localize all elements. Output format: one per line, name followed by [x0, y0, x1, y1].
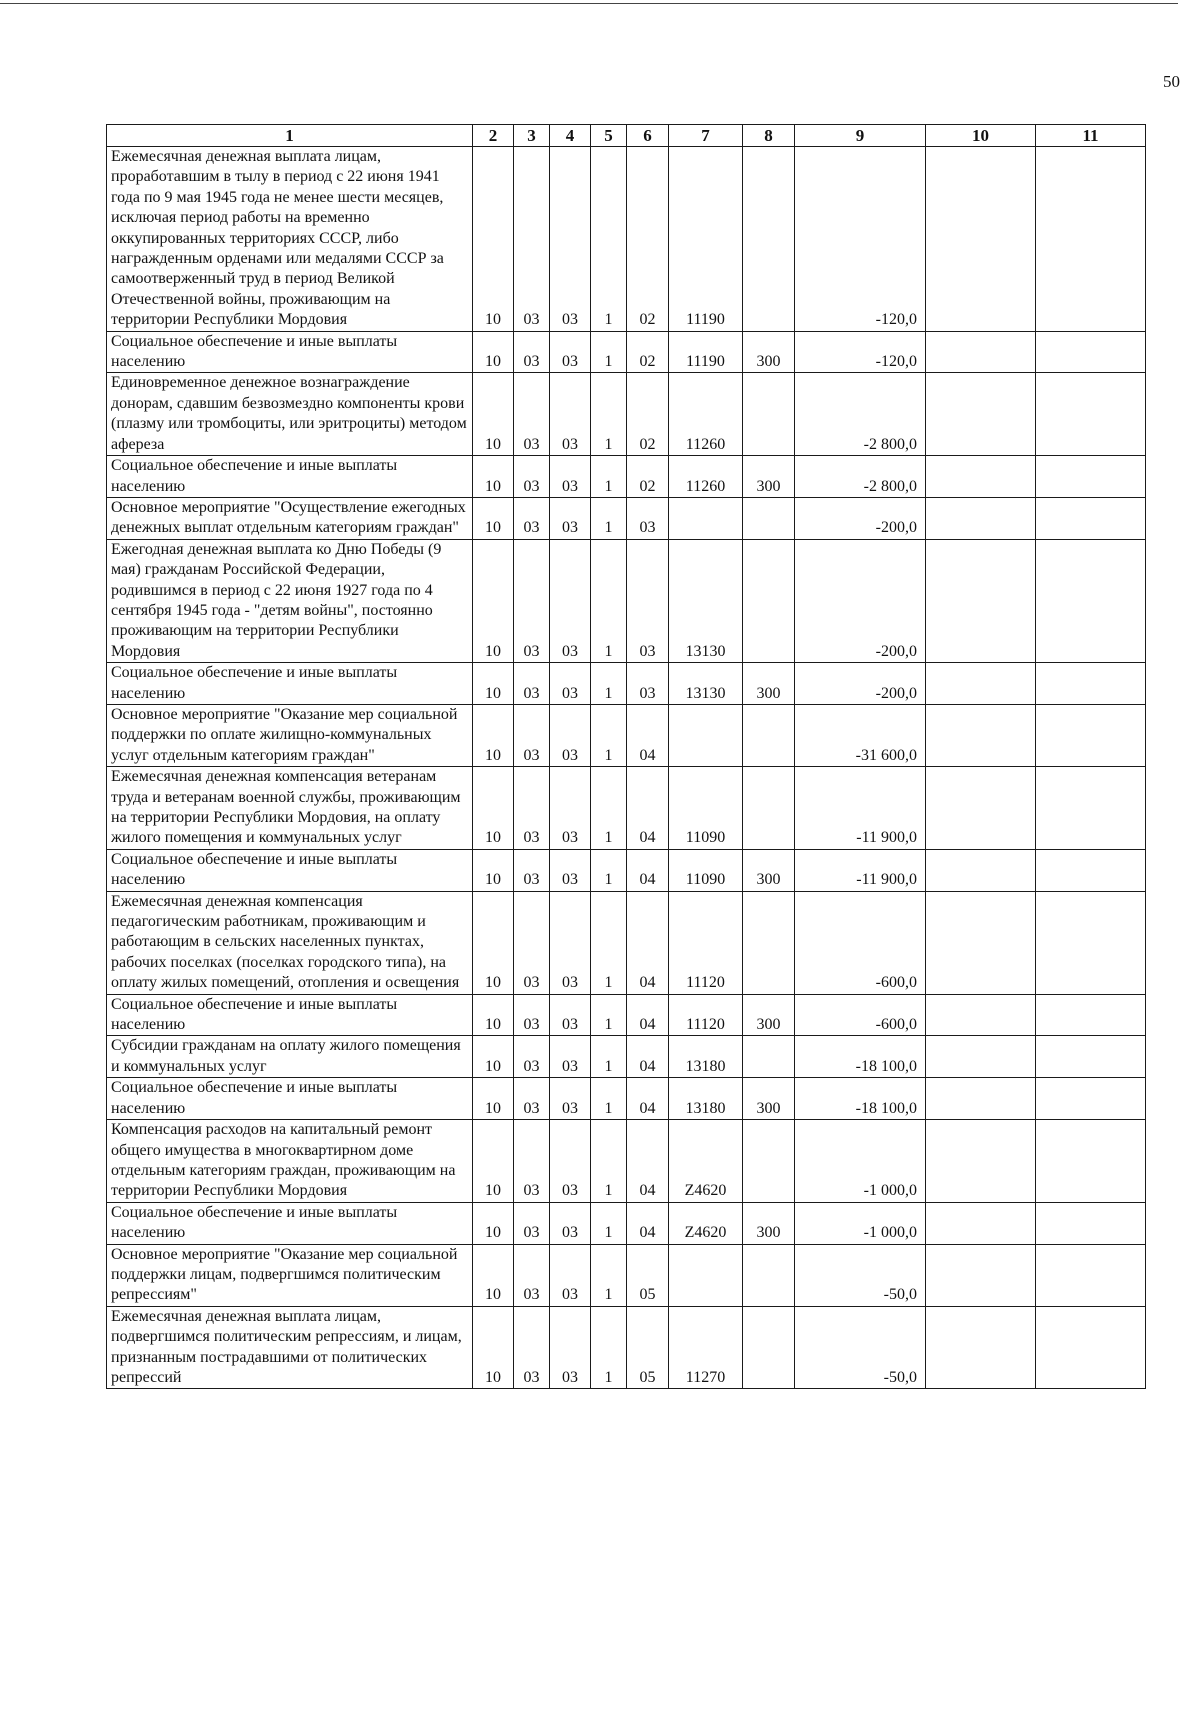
- subsection-cell: 03: [514, 1244, 550, 1306]
- expense-type-cell: 300: [743, 849, 795, 891]
- section-cell: 10: [473, 1120, 514, 1203]
- table-row: [107, 497, 1146, 539]
- row-name-cell: Основное мероприятие "Оказание мер социальной поддержки по оплате жилищно-коммунальных услуг отдельным категориям граждан": [107, 704, 473, 766]
- activity-cell: 04: [627, 1202, 669, 1244]
- subprogram-cell: 1: [591, 539, 627, 662]
- program-cell: 03: [550, 497, 591, 539]
- program-cell: 03: [550, 539, 591, 662]
- target-code-cell: 13130: [669, 663, 743, 705]
- table-row: [107, 1036, 1146, 1078]
- row-name-cell: Социальное обеспечение и иные выплаты населению: [107, 1202, 473, 1244]
- column-11-cell: [1036, 1306, 1146, 1389]
- column-11-cell: [1036, 1120, 1146, 1203]
- column-10-cell: [926, 704, 1036, 766]
- section-cell: 10: [473, 539, 514, 662]
- subprogram-cell: 1: [591, 497, 627, 539]
- row-name-cell: Социальное обеспечение и иные выплаты населению: [107, 849, 473, 891]
- column-10-cell: [926, 663, 1036, 705]
- subprogram-cell: 1: [591, 994, 627, 1036]
- section-cell: 10: [473, 1306, 514, 1389]
- subsection-cell: 03: [514, 373, 550, 456]
- row-name-cell: Ежемесячная денежная компенсация ветеранам труда и ветеранам военной службы, проживающим на территории Республики Мордовия, на оплату жилого помещения и коммунальных услуг: [107, 767, 473, 850]
- target-code-cell: [669, 497, 743, 539]
- target-code-cell: Z4620: [669, 1202, 743, 1244]
- table-row: [107, 331, 1146, 373]
- section-cell: 10: [473, 704, 514, 766]
- column-11-cell: [1036, 147, 1146, 332]
- expense-type-cell: [743, 147, 795, 332]
- subprogram-cell: 1: [591, 1306, 627, 1389]
- table-row: [107, 1120, 1146, 1203]
- amount-cell: -1 000,0: [795, 1120, 926, 1203]
- target-code-cell: 11270: [669, 1306, 743, 1389]
- expense-type-cell: [743, 1036, 795, 1078]
- activity-cell: 04: [627, 704, 669, 766]
- amount-cell: -1 000,0: [795, 1202, 926, 1244]
- activity-cell: 03: [627, 663, 669, 705]
- table-row: [107, 1244, 1146, 1306]
- expense-type-cell: 300: [743, 994, 795, 1036]
- subsection-cell: 03: [514, 1036, 550, 1078]
- target-code-cell: Z4620: [669, 1120, 743, 1203]
- subsection-cell: 03: [514, 704, 550, 766]
- target-code-cell: 11190: [669, 331, 743, 373]
- subprogram-cell: 1: [591, 849, 627, 891]
- table-row: [107, 994, 1146, 1036]
- subsection-cell: 03: [514, 1306, 550, 1389]
- column-10-cell: [926, 1078, 1036, 1120]
- column-11-cell: [1036, 539, 1146, 662]
- row-name-cell: Ежемесячная денежная компенсация педагогическим работникам, проживающим и работающим в сельских населенных пунктах, рабочих поселках (поселках городского типа), на оплату жилых помещений, отопления и освещения: [107, 891, 473, 994]
- subprogram-cell: 1: [591, 767, 627, 850]
- table-row: [107, 663, 1146, 705]
- row-name-cell: Единовременное денежное вознаграждение донорам, сдавшим безвозмездно компоненты крови (плазму или тромбоциты, или эритроциты) методом афереза: [107, 373, 473, 456]
- column-11-cell: [1036, 456, 1146, 498]
- target-code-cell: 11120: [669, 891, 743, 994]
- column-10-cell: [926, 994, 1036, 1036]
- scan-edge-line: [0, 3, 1178, 4]
- target-code-cell: 13180: [669, 1078, 743, 1120]
- table-row: [107, 849, 1146, 891]
- expense-type-cell: [743, 891, 795, 994]
- row-name-cell: Социальное обеспечение и иные выплаты населению: [107, 331, 473, 373]
- program-cell: 03: [550, 456, 591, 498]
- target-code-cell: 11120: [669, 994, 743, 1036]
- row-name-cell: Социальное обеспечение и иные выплаты населению: [107, 456, 473, 498]
- budget-table: [106, 124, 1146, 1389]
- amount-cell: -2 800,0: [795, 373, 926, 456]
- table-row: [107, 539, 1146, 662]
- table-row: [107, 1078, 1146, 1120]
- header-cell-7: 7: [669, 125, 743, 147]
- program-cell: 03: [550, 373, 591, 456]
- column-10-cell: [926, 1306, 1036, 1389]
- subsection-cell: 03: [514, 891, 550, 994]
- section-cell: 10: [473, 1244, 514, 1306]
- activity-cell: 05: [627, 1306, 669, 1389]
- expense-type-cell: 300: [743, 331, 795, 373]
- expense-type-cell: [743, 373, 795, 456]
- header-cell-8: 8: [743, 125, 795, 147]
- subsection-cell: 03: [514, 331, 550, 373]
- section-cell: 10: [473, 994, 514, 1036]
- column-11-cell: [1036, 663, 1146, 705]
- column-10-cell: [926, 849, 1036, 891]
- section-cell: 10: [473, 456, 514, 498]
- activity-cell: 04: [627, 1078, 669, 1120]
- section-cell: 10: [473, 1078, 514, 1120]
- target-code-cell: 13180: [669, 1036, 743, 1078]
- subsection-cell: 03: [514, 539, 550, 662]
- section-cell: 10: [473, 767, 514, 850]
- program-cell: 03: [550, 147, 591, 332]
- column-10-cell: [926, 497, 1036, 539]
- target-code-cell: [669, 1244, 743, 1306]
- expense-type-cell: [743, 1306, 795, 1389]
- program-cell: 03: [550, 994, 591, 1036]
- amount-cell: -600,0: [795, 994, 926, 1036]
- column-10-cell: [926, 331, 1036, 373]
- section-cell: 10: [473, 497, 514, 539]
- column-10-cell: [926, 1244, 1036, 1306]
- subsection-cell: 03: [514, 663, 550, 705]
- table-row: [107, 373, 1146, 456]
- activity-cell: 04: [627, 1120, 669, 1203]
- target-code-cell: 11090: [669, 849, 743, 891]
- table-row: [107, 704, 1146, 766]
- program-cell: 03: [550, 1036, 591, 1078]
- subsection-cell: 03: [514, 147, 550, 332]
- column-11-cell: [1036, 849, 1146, 891]
- expense-type-cell: [743, 1244, 795, 1306]
- header-cell-3: 3: [514, 125, 550, 147]
- column-10-cell: [926, 1120, 1036, 1203]
- activity-cell: 04: [627, 767, 669, 850]
- program-cell: 03: [550, 1202, 591, 1244]
- subsection-cell: 03: [514, 456, 550, 498]
- target-code-cell: 11190: [669, 147, 743, 332]
- column-11-cell: [1036, 1202, 1146, 1244]
- activity-cell: 02: [627, 456, 669, 498]
- page-number: 50: [1163, 72, 1180, 91]
- table-row: [107, 1306, 1146, 1389]
- expense-type-cell: [743, 704, 795, 766]
- expense-type-cell: 300: [743, 663, 795, 705]
- program-cell: 03: [550, 1078, 591, 1120]
- header-cell-10: 10: [926, 125, 1036, 147]
- program-cell: 03: [550, 663, 591, 705]
- program-cell: 03: [550, 331, 591, 373]
- target-code-cell: 11090: [669, 767, 743, 850]
- header-cell-5: 5: [591, 125, 627, 147]
- column-11-cell: [1036, 891, 1146, 994]
- section-cell: 10: [473, 147, 514, 332]
- subprogram-cell: 1: [591, 1078, 627, 1120]
- header-cell-1: 1: [107, 125, 473, 147]
- program-cell: 03: [550, 1306, 591, 1389]
- column-10-cell: [926, 891, 1036, 994]
- amount-cell: -11 900,0: [795, 767, 926, 850]
- expense-type-cell: [743, 539, 795, 662]
- table-row: [107, 1202, 1146, 1244]
- column-10-cell: [926, 147, 1036, 332]
- section-cell: 10: [473, 663, 514, 705]
- target-code-cell: [669, 704, 743, 766]
- row-name-cell: Социальное обеспечение и иные выплаты населению: [107, 663, 473, 705]
- column-10-cell: [926, 767, 1036, 850]
- activity-cell: 02: [627, 147, 669, 332]
- amount-cell: -120,0: [795, 331, 926, 373]
- program-cell: 03: [550, 1244, 591, 1306]
- amount-cell: -18 100,0: [795, 1078, 926, 1120]
- row-name-cell: Социальное обеспечение и иные выплаты населению: [107, 1078, 473, 1120]
- expense-type-cell: 300: [743, 456, 795, 498]
- table-row: [107, 456, 1146, 498]
- subprogram-cell: 1: [591, 1202, 627, 1244]
- activity-cell: 04: [627, 1036, 669, 1078]
- section-cell: 10: [473, 373, 514, 456]
- section-cell: 10: [473, 849, 514, 891]
- activity-cell: 03: [627, 497, 669, 539]
- section-cell: 10: [473, 891, 514, 994]
- column-10-cell: [926, 1036, 1036, 1078]
- table-row: [107, 147, 1146, 332]
- expense-type-cell: 300: [743, 1202, 795, 1244]
- table-header-row: [107, 125, 1146, 147]
- table-body: [107, 147, 1146, 1389]
- amount-cell: -600,0: [795, 891, 926, 994]
- column-11-cell: [1036, 497, 1146, 539]
- row-name-cell: Основное мероприятие "Оказание мер социальной поддержки лицам, подвергшимся политическим репрессиям": [107, 1244, 473, 1306]
- section-cell: 10: [473, 1036, 514, 1078]
- program-cell: 03: [550, 1120, 591, 1203]
- column-10-cell: [926, 539, 1036, 662]
- subprogram-cell: 1: [591, 704, 627, 766]
- subprogram-cell: 1: [591, 1244, 627, 1306]
- target-code-cell: 11260: [669, 456, 743, 498]
- section-cell: 10: [473, 331, 514, 373]
- subprogram-cell: 1: [591, 456, 627, 498]
- row-name-cell: Основное мероприятие "Осуществление ежегодных денежных выплат отдельным категориям граждан": [107, 497, 473, 539]
- row-name-cell: Ежемесячная денежная выплата лицам, подвергшимся политическим репрессиям, и лицам, признанным пострадавшими от политических репрессий: [107, 1306, 473, 1389]
- column-11-cell: [1036, 1244, 1146, 1306]
- column-11-cell: [1036, 1036, 1146, 1078]
- column-11-cell: [1036, 1078, 1146, 1120]
- subsection-cell: 03: [514, 767, 550, 850]
- amount-cell: -31 600,0: [795, 704, 926, 766]
- table-row: [107, 891, 1146, 994]
- program-cell: 03: [550, 767, 591, 850]
- amount-cell: -2 800,0: [795, 456, 926, 498]
- subsection-cell: 03: [514, 994, 550, 1036]
- expense-type-cell: 300: [743, 1078, 795, 1120]
- column-10-cell: [926, 456, 1036, 498]
- program-cell: 03: [550, 849, 591, 891]
- activity-cell: 04: [627, 994, 669, 1036]
- subsection-cell: 03: [514, 497, 550, 539]
- subprogram-cell: 1: [591, 373, 627, 456]
- activity-cell: 04: [627, 849, 669, 891]
- row-name-cell: Ежемесячная денежная выплата лицам, проработавшим в тылу в период с 22 июня 1941 года по 9 мая 1945 года не менее шести месяцев, исключая период работы на временно оккупированных территориях СССР, либо награжденным орденами или медалями СССР за самоотверженный труд в период Великой Отечественной войны, проживающим на территории Республики Мордовия: [107, 147, 473, 332]
- activity-cell: 03: [627, 539, 669, 662]
- amount-cell: -11 900,0: [795, 849, 926, 891]
- amount-cell: -200,0: [795, 539, 926, 662]
- header-cell-4: 4: [550, 125, 591, 147]
- header-cell-6: 6: [627, 125, 669, 147]
- expense-type-cell: [743, 1120, 795, 1203]
- amount-cell: -50,0: [795, 1244, 926, 1306]
- amount-cell: -18 100,0: [795, 1036, 926, 1078]
- column-10-cell: [926, 1202, 1036, 1244]
- column-11-cell: [1036, 704, 1146, 766]
- column-10-cell: [926, 373, 1036, 456]
- subsection-cell: 03: [514, 849, 550, 891]
- target-code-cell: 13130: [669, 539, 743, 662]
- amount-cell: -200,0: [795, 497, 926, 539]
- subsection-cell: 03: [514, 1120, 550, 1203]
- header-cell-2: 2: [473, 125, 514, 147]
- activity-cell: 04: [627, 891, 669, 994]
- expense-type-cell: [743, 497, 795, 539]
- subprogram-cell: 1: [591, 331, 627, 373]
- activity-cell: 02: [627, 331, 669, 373]
- amount-cell: -120,0: [795, 147, 926, 332]
- column-11-cell: [1036, 994, 1146, 1036]
- subsection-cell: 03: [514, 1078, 550, 1120]
- table-row: [107, 767, 1146, 850]
- program-cell: 03: [550, 891, 591, 994]
- row-name-cell: Ежегодная денежная выплата ко Дню Победы (9 мая) гражданам Российской Федерации, родившимся в период с 22 июня 1927 года по 4 сентября 1945 года - "детям войны", постоянно проживающим на территории Республики Мордовия: [107, 539, 473, 662]
- amount-cell: -50,0: [795, 1306, 926, 1389]
- subsection-cell: 03: [514, 1202, 550, 1244]
- header-cell-11: 11: [1036, 125, 1146, 147]
- row-name-cell: Компенсация расходов на капитальный ремонт общего имущества в многоквартирном доме отдельным категориям граждан, проживающим на территории Республики Мордовия: [107, 1120, 473, 1203]
- amount-cell: -200,0: [795, 663, 926, 705]
- column-11-cell: [1036, 767, 1146, 850]
- subprogram-cell: 1: [591, 1120, 627, 1203]
- subprogram-cell: 1: [591, 147, 627, 332]
- column-11-cell: [1036, 331, 1146, 373]
- row-name-cell: Социальное обеспечение и иные выплаты населению: [107, 994, 473, 1036]
- column-11-cell: [1036, 373, 1146, 456]
- activity-cell: 05: [627, 1244, 669, 1306]
- target-code-cell: 11260: [669, 373, 743, 456]
- header-cell-9: 9: [795, 125, 926, 147]
- activity-cell: 02: [627, 373, 669, 456]
- section-cell: 10: [473, 1202, 514, 1244]
- program-cell: 03: [550, 704, 591, 766]
- subprogram-cell: 1: [591, 663, 627, 705]
- row-name-cell: Субсидии гражданам на оплату жилого помещения и коммунальных услуг: [107, 1036, 473, 1078]
- expense-type-cell: [743, 767, 795, 850]
- subprogram-cell: 1: [591, 891, 627, 994]
- subprogram-cell: 1: [591, 1036, 627, 1078]
